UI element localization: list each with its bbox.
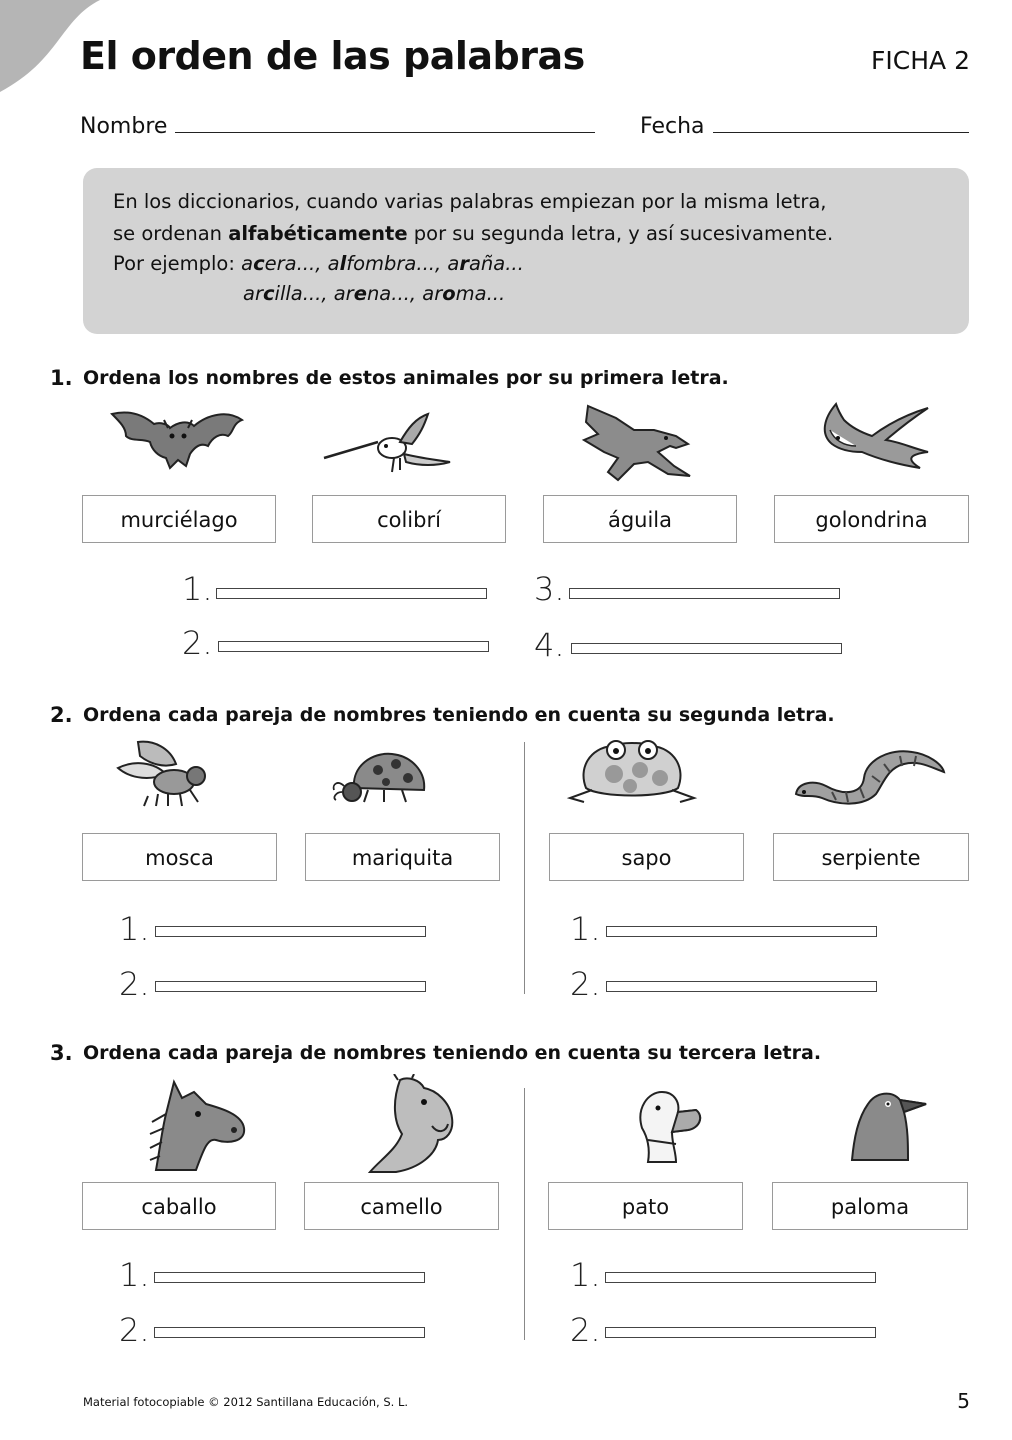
info-line-3: Por ejemplo: acera..., alfombra..., araña... <box>113 252 524 275</box>
answer-number: 2. <box>570 1311 601 1349</box>
answer-field[interactable] <box>155 981 426 992</box>
word-box-mariquita: mariquita <box>305 833 500 881</box>
answer-field[interactable] <box>605 1327 876 1338</box>
page-title: El orden de las palabras <box>80 34 585 78</box>
info-box <box>83 168 969 334</box>
word-box-serpiente: serpiente <box>773 833 969 881</box>
answer-field[interactable] <box>154 1272 425 1283</box>
fecha-label: Fecha <box>640 114 705 139</box>
word-box-camello: camello <box>304 1182 499 1230</box>
answer-number: 2. <box>119 1311 150 1349</box>
exercise-1-instruction: Ordena los nombres de estos animales por su primera letra. <box>83 367 729 389</box>
answer-number: 1. <box>182 570 213 608</box>
hummingbird-icon <box>320 408 456 480</box>
answer-field[interactable] <box>606 926 877 937</box>
word-box-sapo: sapo <box>549 833 744 881</box>
answer-field[interactable] <box>605 1272 876 1283</box>
duck-icon <box>634 1088 704 1164</box>
dove-icon <box>848 1088 930 1164</box>
answer-field[interactable] <box>155 926 426 937</box>
fecha-field[interactable] <box>713 132 969 133</box>
column-divider <box>524 1088 525 1340</box>
word-box-murcielago: murciélago <box>82 495 276 543</box>
answer-number: 1. <box>119 910 150 948</box>
exercise-2-instruction: Ordena cada pareja de nombres teniendo en cuenta su segunda letra. <box>83 704 835 726</box>
snake-icon <box>792 742 956 808</box>
answer-number: 2. <box>119 965 150 1003</box>
toad-icon <box>564 740 700 812</box>
exercise-3-number: 3. <box>50 1041 73 1065</box>
answer-field[interactable] <box>571 643 842 654</box>
answer-field[interactable] <box>218 641 489 652</box>
answer-field[interactable] <box>154 1327 425 1338</box>
answer-field[interactable] <box>569 588 840 599</box>
answer-number: 2. <box>570 965 601 1003</box>
info-line-1: En los diccionarios, cuando varias palabras empiezan por la misma letra, <box>113 190 827 213</box>
answer-number: 3. <box>534 570 565 608</box>
eagle-icon <box>578 400 694 484</box>
answer-number: 4. <box>534 626 565 664</box>
exercise-3-instruction: Ordena cada pareja de nombres teniendo en cuenta su tercera letra. <box>83 1042 822 1064</box>
answer-number: 1. <box>570 1256 601 1294</box>
nombre-field[interactable] <box>175 132 595 133</box>
ladybug-icon <box>328 748 430 808</box>
bat-icon <box>108 402 246 482</box>
exercise-1-number: 1. <box>50 366 73 390</box>
info-line-4: arcilla..., arena..., aroma... <box>243 282 506 305</box>
exercise-2-number: 2. <box>50 703 73 727</box>
answer-number: 1. <box>570 910 601 948</box>
answer-number: 2. <box>182 624 213 662</box>
word-box-golondrina: golondrina <box>774 495 969 543</box>
horse-icon <box>146 1078 250 1174</box>
ficha-label: FICHA 2 <box>871 46 970 75</box>
word-box-colibri: colibrí <box>312 495 506 543</box>
swallow-icon <box>816 400 934 474</box>
column-divider <box>524 742 525 994</box>
word-box-mosca: mosca <box>82 833 277 881</box>
word-box-caballo: caballo <box>82 1182 276 1230</box>
word-box-paloma: paloma <box>772 1182 968 1230</box>
fly-icon <box>114 738 210 812</box>
page-number: 5 <box>957 1389 970 1413</box>
answer-field[interactable] <box>216 588 487 599</box>
word-box-pato: pato <box>548 1182 743 1230</box>
answer-field[interactable] <box>606 981 877 992</box>
footer-copyright: Material fotocopiable © 2012 Santillana Educación, S. L. <box>83 1395 409 1409</box>
info-line-2: se ordenan alfabéticamente por su segunda letra, y así sucesivamente. <box>113 222 834 245</box>
word-box-aguila: águila <box>543 495 737 543</box>
camel-icon <box>366 1074 460 1176</box>
nombre-label: Nombre <box>80 114 168 139</box>
answer-number: 1. <box>119 1256 150 1294</box>
